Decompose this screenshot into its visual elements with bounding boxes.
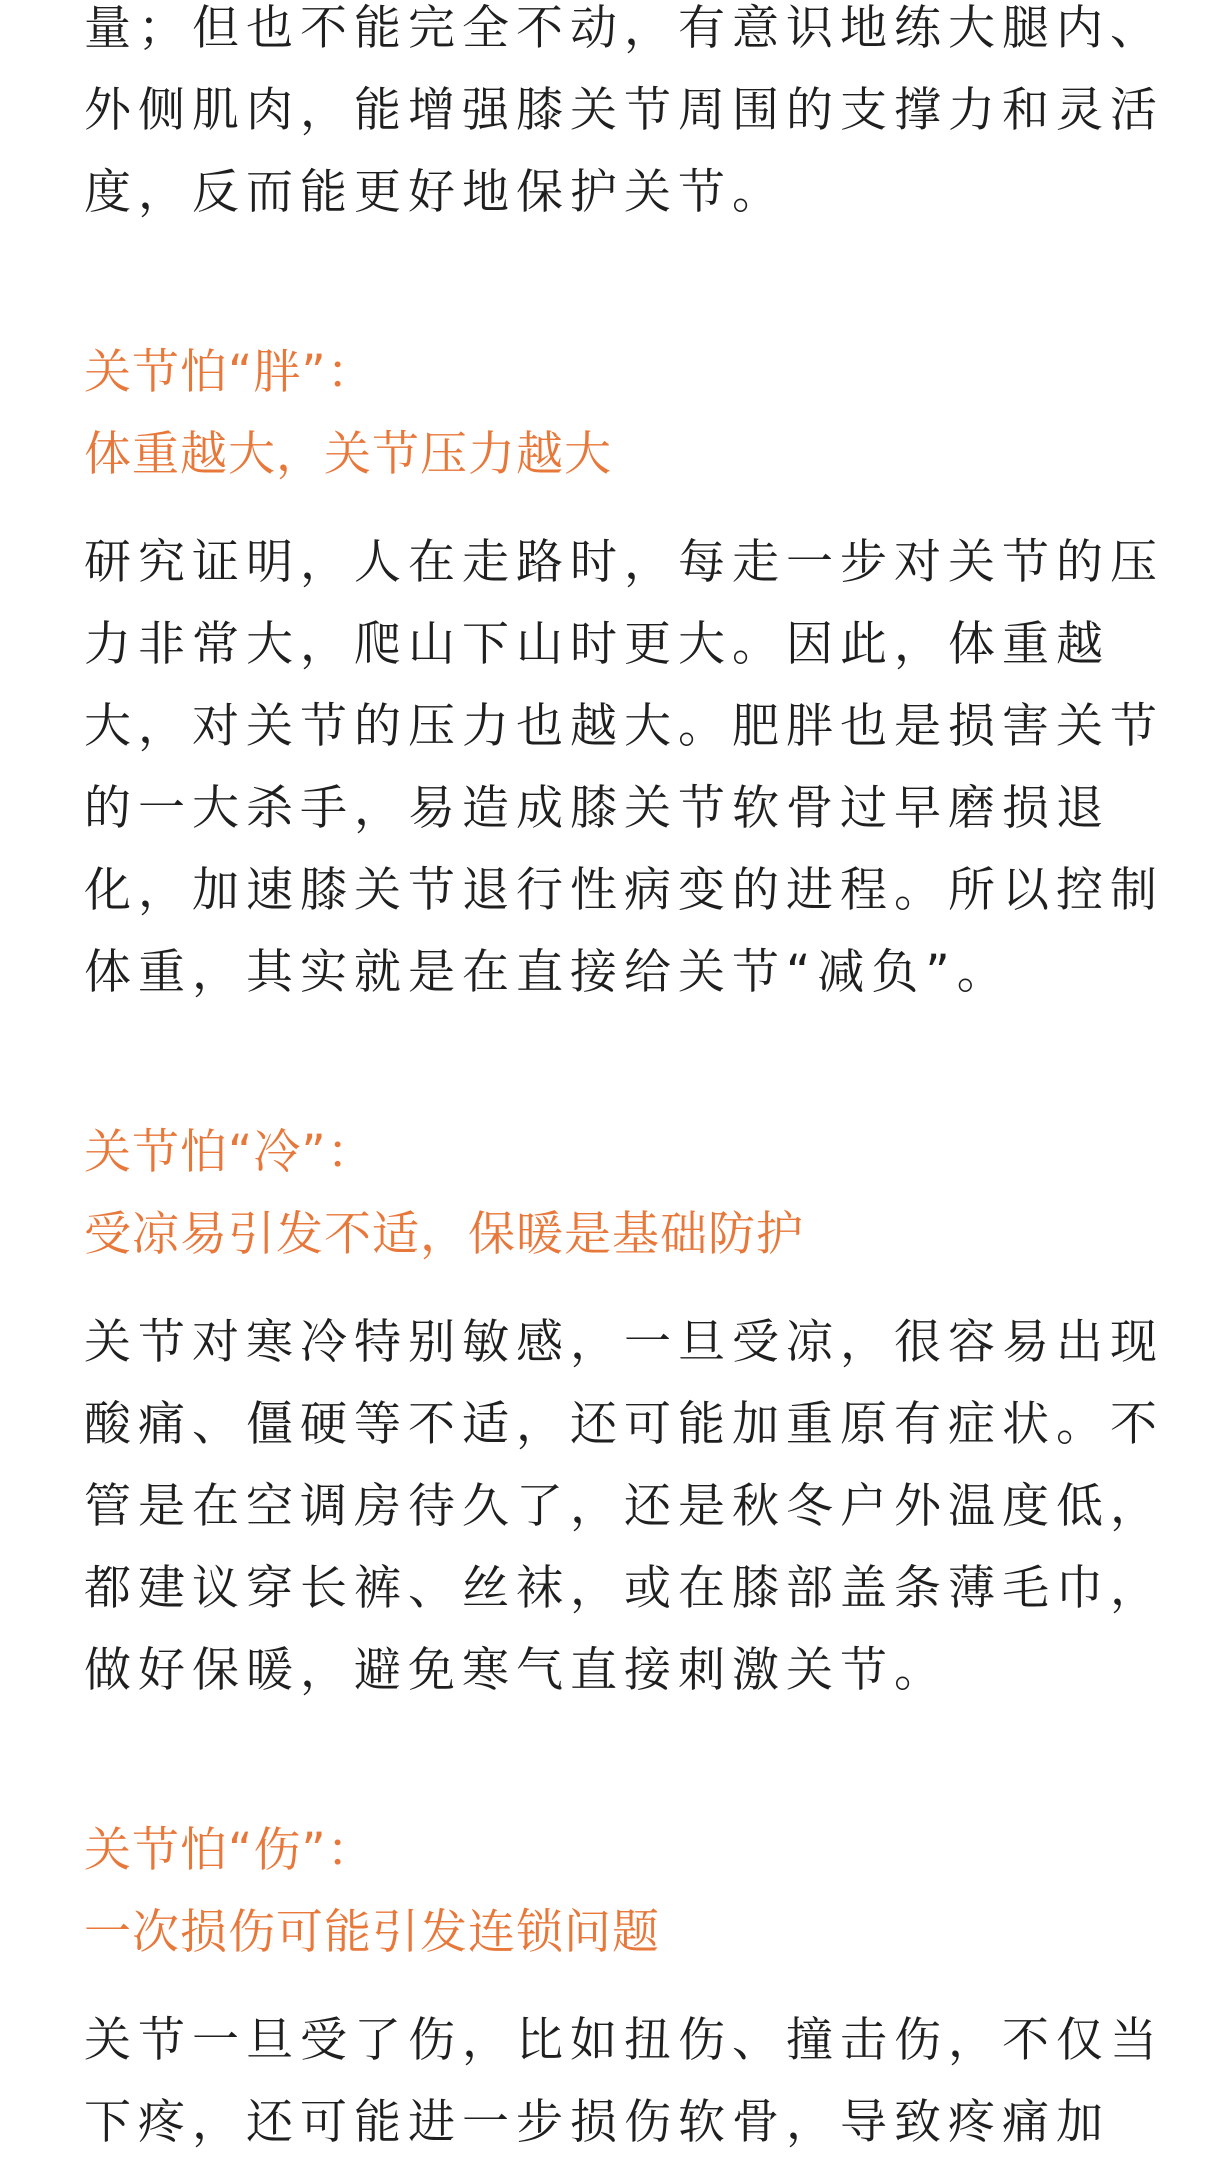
text-line: 做好保暖，避免寒气直接刺激关节。: [84, 1643, 948, 1698]
section-paragraph-fat: [84, 522, 1164, 1014]
text-line: 外侧肌肉，能增强膝关节周围的支撑力和灵活: [84, 83, 1164, 138]
section-heading-cold: [84, 1112, 1124, 1276]
heading-line: 关节怕“伤”：: [84, 1823, 375, 1878]
section-paragraph-injury: [84, 2000, 1164, 2164]
text-line: 度，反而能更好地保护关节。: [84, 165, 786, 220]
text-line: 大，对关节的压力也越大。肥胖也是损害关节: [84, 699, 1164, 754]
heading-line: 关节怕“冷”：: [84, 1125, 375, 1180]
text-line: 化，加速膝关节退行性病变的进程。所以控制: [84, 863, 1164, 918]
intro-paragraph: [84, 0, 1164, 234]
text-line: 关节对寒冷特别敏感，一旦受凉，很容易出现: [84, 1315, 1164, 1370]
heading-line: 关节怕“胖”：: [84, 345, 375, 400]
text-line: 的一大杀手，易造成膝关节软骨过早磨损退: [84, 781, 1110, 836]
heading-line: 受凉易引发不适，保暖是基础防护: [84, 1207, 804, 1262]
article-body: [84, 0, 1164, 2164]
section-paragraph-cold: [84, 1302, 1164, 1712]
section-heading-fat: [84, 332, 1124, 496]
section-heading-injury: [84, 1810, 1124, 1974]
text-line: 管是在空调房待久了，还是秋冬户外温度低，: [84, 1479, 1164, 1534]
text-line: 量；但也不能完全不动，有意识地练大腿内、: [84, 1, 1164, 56]
text-line: 下疼，还可能进一步损伤软骨，导致疼痛加: [84, 2095, 1110, 2150]
text-line: 体重，其实就是在直接给关节“减负”。: [84, 945, 1011, 1000]
heading-line: 一次损伤可能引发连锁问题: [84, 1905, 660, 1960]
text-line: 都建议穿长裤、丝袜，或在膝部盖条薄毛巾，: [84, 1561, 1164, 1616]
text-line: 酸痛、僵硬等不适，还可能加重原有症状。不: [84, 1397, 1164, 1452]
text-line: 关节一旦受了伤，比如扭伤、撞击伤，不仅当: [84, 2013, 1164, 2068]
heading-line: 体重越大，关节压力越大: [84, 427, 612, 482]
text-line: 力非常大，爬山下山时更大。因此，体重越: [84, 617, 1110, 672]
text-line: 研究证明，人在走路时，每走一步对关节的压: [84, 535, 1164, 590]
